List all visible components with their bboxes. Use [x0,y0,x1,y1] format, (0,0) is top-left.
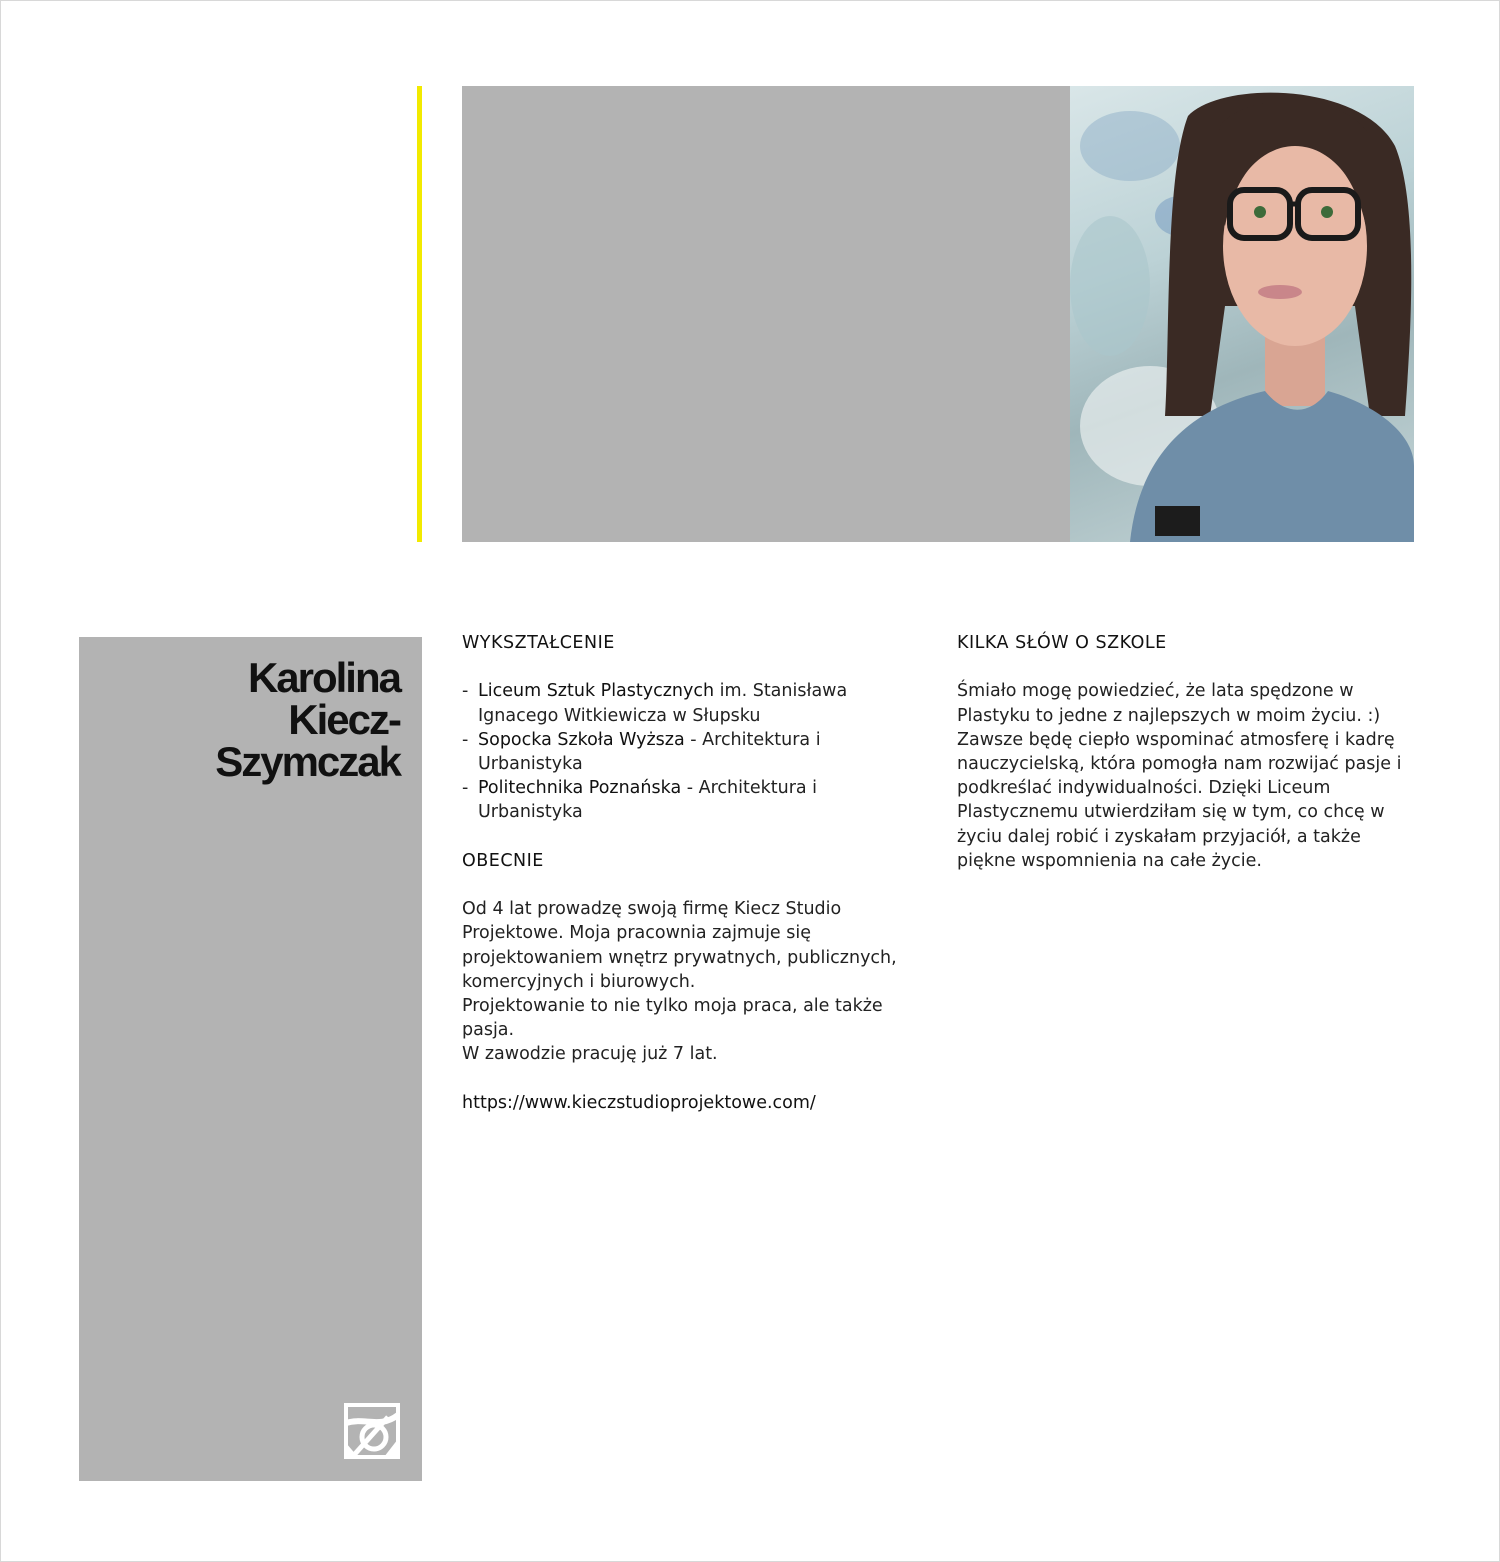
education-item [462,728,922,776]
list-dash: - [462,681,469,702]
school-detail: - Architektura i Urbanistyka [478,778,818,823]
studio-website-link[interactable]: https://www.kieczstudioprojektowe.com/ [462,1092,816,1113]
school-words-heading: KILKA SŁÓW O SZKOLE [957,633,1167,653]
portrait-illustration [1070,86,1414,542]
list-dash: - [462,778,469,799]
school-name: Liceum Sztuk Plastycznych [478,681,715,702]
school-words-text: Śmiało mogę powiedzieć, że lata spędzone w Plastyku to jedne z najlepszych w moim życiu. :) Zawsze będę ciepło wspominać atmosferę i kadrę nauczycielską, która pomogła nam rozwijać pasje i podkreślać indywidualności. Dzięki Liceum Plastycznemu utwierdziłam się w tym, co chcę w życiu dalej robić i zyskałam przyjaciół, a także piękne wspomnienia na całe życie. [957,681,1402,871]
name-panel [79,637,422,1481]
education-heading: WYKSZTAŁCENIE [462,633,615,653]
school-logo-icon [344,1403,400,1459]
education-item [462,679,922,727]
current-heading: OBECNIE [462,850,544,871]
person-name [100,654,400,785]
accent-bar [417,86,422,542]
portrait-photo [1070,86,1414,542]
current-paragraph: Od 4 lat prowadzę swoją firmę Kiecz Studio Projektowe. Moja pracownia zajmuje się projektowaniem wnętrz prywatnych, publicznych, komercyjnych i biurowych. [462,899,897,992]
current-paragraph: Projektowanie to nie tylko moja praca, ale także pasja. [462,996,883,1041]
school-detail: im. Stanisława Ignacego Witkiewicza w Słupsku [478,681,848,726]
school-name: Sopocka Szkoła Wyższa [478,729,685,750]
current-paragraph: W zawodzie pracuję już 7 lat. [462,1044,718,1065]
name-line: Szymczak [215,738,400,785]
name-line: Karolina [247,654,400,701]
right-column [957,631,1417,873]
name-line: Kiecz- [288,696,400,743]
school-name: Politechnika Poznańska [478,778,682,799]
list-dash: - [462,729,469,750]
school-detail: - Architektura i Urbanistyka [478,729,821,774]
education-item [462,776,922,824]
left-column [462,631,922,1115]
